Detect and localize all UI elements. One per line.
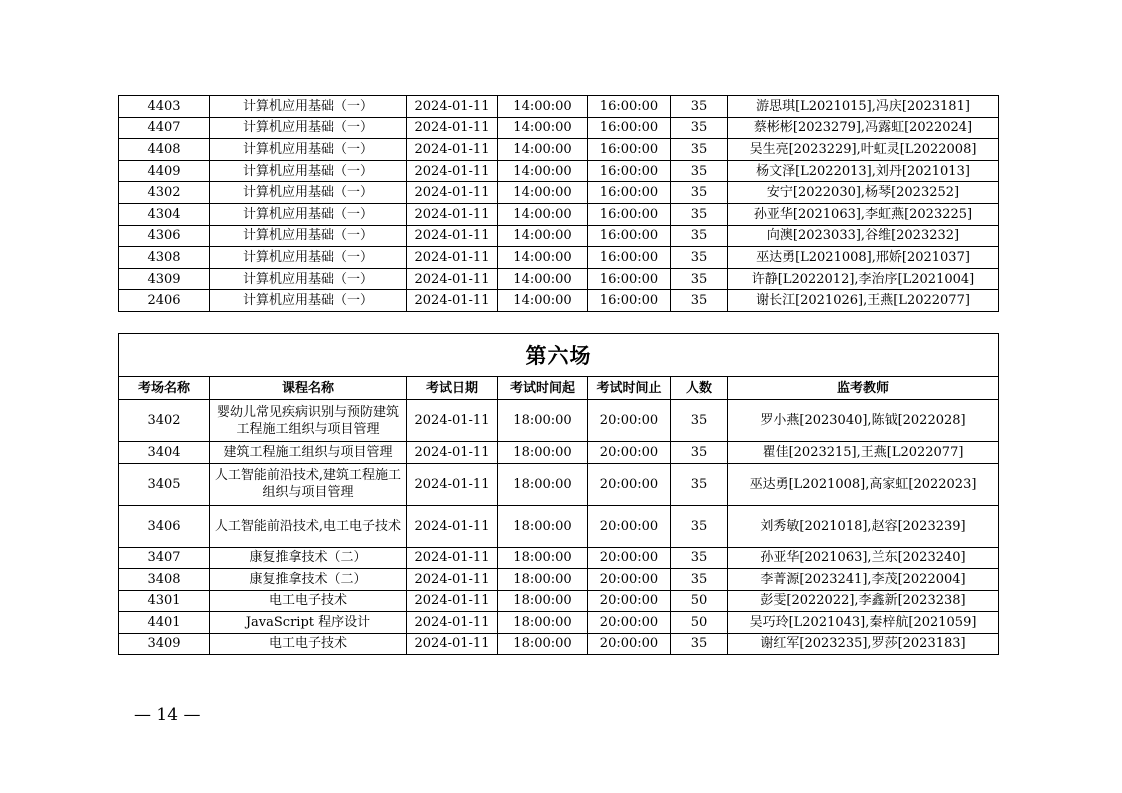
date-cell: 2024-01-11: [407, 117, 498, 139]
count-cell: 35: [671, 96, 728, 118]
date-cell: 2024-01-11: [407, 268, 498, 290]
proctor-cell: 吴巧玲[L2021043],秦梓航[2021059]: [728, 612, 999, 634]
table-row: [119, 633, 999, 655]
course-cell: 建筑工程施工组织与项目管理: [210, 442, 407, 464]
proctor-cell: 刘秀敏[2021018],赵容[2023239]: [728, 505, 999, 547]
end-time-cell: 20:00:00: [588, 463, 671, 505]
start-time-cell: 18:00:00: [498, 505, 588, 547]
header-room: 考场名称: [119, 377, 210, 400]
count-cell: 35: [671, 442, 728, 464]
start-time-cell: 18:00:00: [498, 463, 588, 505]
count-cell: 35: [671, 547, 728, 569]
start-time-cell: 18:00:00: [498, 547, 588, 569]
date-cell: 2024-01-11: [407, 225, 498, 247]
end-time-cell: 16:00:00: [588, 225, 671, 247]
table-row: [119, 247, 999, 269]
start-time-cell: 14:00:00: [498, 290, 588, 312]
proctor-cell: 罗小燕[2023040],陈钺[2022028]: [728, 400, 999, 442]
proctor-cell: 谢红军[2023235],罗莎[2023183]: [728, 633, 999, 655]
start-time-cell: 18:00:00: [498, 590, 588, 612]
proctor-cell: 李菁源[2023241],李茂[2022004]: [728, 569, 999, 591]
room-cell: 3404: [119, 442, 210, 464]
table-row: [119, 203, 999, 225]
end-time-cell: 20:00:00: [588, 569, 671, 591]
course-cell: 计算机应用基础（一）: [210, 160, 407, 182]
course-cell: 计算机应用基础（一）: [210, 268, 407, 290]
header-end-time: 考试时间止: [588, 377, 671, 400]
table-row: [119, 442, 999, 464]
course-cell: 电工电子技术: [210, 590, 407, 612]
date-cell: 2024-01-11: [407, 547, 498, 569]
proctor-cell: 谢长江[2021026],王燕[L2022077]: [728, 290, 999, 312]
date-cell: 2024-01-11: [407, 160, 498, 182]
course-cell: 计算机应用基础（一）: [210, 225, 407, 247]
date-cell: 2024-01-11: [407, 139, 498, 161]
end-time-cell: 16:00:00: [588, 203, 671, 225]
course-cell: 康复推拿技术（二）: [210, 547, 407, 569]
end-time-cell: 20:00:00: [588, 633, 671, 655]
table-row: [119, 182, 999, 204]
date-cell: 2024-01-11: [407, 463, 498, 505]
proctor-cell: 向澳[2023033],谷维[2023232]: [728, 225, 999, 247]
room-cell: 4302: [119, 182, 210, 204]
count-cell: 35: [671, 268, 728, 290]
session-title: 第六场: [119, 334, 999, 377]
proctor-cell: 彭雯[2022022],李鑫新[2023238]: [728, 590, 999, 612]
end-time-cell: 20:00:00: [588, 547, 671, 569]
count-cell: 35: [671, 505, 728, 547]
proctor-cell: 巫达勇[L2021008],高家虹[2022023]: [728, 463, 999, 505]
date-cell: 2024-01-11: [407, 247, 498, 269]
start-time-cell: 18:00:00: [498, 612, 588, 634]
room-cell: 4301: [119, 590, 210, 612]
room-cell: 4401: [119, 612, 210, 634]
start-time-cell: 14:00:00: [498, 96, 588, 118]
proctor-cell: 巫达勇[L2021008],邢娇[2021037]: [728, 247, 999, 269]
end-time-cell: 20:00:00: [588, 505, 671, 547]
session5-table: [118, 95, 999, 312]
start-time-cell: 14:00:00: [498, 268, 588, 290]
proctor-cell: 孙亚华[2021063],兰东[2023240]: [728, 547, 999, 569]
proctor-cell: 游思琪[L2021015],冯庆[2023181]: [728, 96, 999, 118]
table-row: [119, 268, 999, 290]
room-cell: 3405: [119, 463, 210, 505]
count-cell: 35: [671, 117, 728, 139]
start-time-cell: 14:00:00: [498, 247, 588, 269]
end-time-cell: 16:00:00: [588, 182, 671, 204]
end-time-cell: 20:00:00: [588, 400, 671, 442]
end-time-cell: 16:00:00: [588, 117, 671, 139]
table-row: [119, 139, 999, 161]
room-cell: 4306: [119, 225, 210, 247]
proctor-cell: 瞿佳[2023215],王燕[L2022077]: [728, 442, 999, 464]
count-cell: 35: [671, 569, 728, 591]
proctor-cell: 杨文泽[L2022013],刘丹[2021013]: [728, 160, 999, 182]
room-cell: 4409: [119, 160, 210, 182]
count-cell: 35: [671, 400, 728, 442]
table-row: [119, 117, 999, 139]
count-cell: 35: [671, 247, 728, 269]
course-cell: 人工智能前沿技术,建筑工程施工组织与项目管理: [210, 463, 407, 505]
room-cell: 2406: [119, 290, 210, 312]
start-time-cell: 14:00:00: [498, 203, 588, 225]
table-row: [119, 400, 999, 442]
course-cell: 计算机应用基础（一）: [210, 182, 407, 204]
table-row: [119, 505, 999, 547]
proctor-cell: 吴生亮[2023229],叶虹灵[L2022008]: [728, 139, 999, 161]
course-cell: 计算机应用基础（一）: [210, 247, 407, 269]
table-row: [119, 569, 999, 591]
room-cell: 4408: [119, 139, 210, 161]
room-cell: 4308: [119, 247, 210, 269]
room-cell: 4407: [119, 117, 210, 139]
table-row: [119, 590, 999, 612]
date-cell: 2024-01-11: [407, 203, 498, 225]
header-proctors: 监考教师: [728, 377, 999, 400]
count-cell: 35: [671, 225, 728, 247]
end-time-cell: 20:00:00: [588, 590, 671, 612]
date-cell: 2024-01-11: [407, 400, 498, 442]
course-cell: JavaScript 程序设计: [210, 612, 407, 634]
course-cell: 计算机应用基础（一）: [210, 117, 407, 139]
proctor-cell: 蔡彬彬[2023279],冯露虹[2022024]: [728, 117, 999, 139]
date-cell: 2024-01-11: [407, 590, 498, 612]
date-cell: 2024-01-11: [407, 505, 498, 547]
header-course: 课程名称: [210, 377, 407, 400]
table-row: [119, 547, 999, 569]
end-time-cell: 20:00:00: [588, 442, 671, 464]
room-cell: 3407: [119, 547, 210, 569]
page-number: — 14 —: [134, 705, 201, 725]
start-time-cell: 14:00:00: [498, 160, 588, 182]
end-time-cell: 16:00:00: [588, 96, 671, 118]
end-time-cell: 16:00:00: [588, 160, 671, 182]
course-cell: 计算机应用基础（一）: [210, 96, 407, 118]
count-cell: 35: [671, 182, 728, 204]
count-cell: 50: [671, 590, 728, 612]
end-time-cell: 16:00:00: [588, 139, 671, 161]
start-time-cell: 14:00:00: [498, 117, 588, 139]
course-cell: 婴幼儿常见疾病识别与预防建筑工程施工组织与项目管理: [210, 400, 407, 442]
header-date: 考试日期: [407, 377, 498, 400]
table-row: [119, 463, 999, 505]
count-cell: 35: [671, 160, 728, 182]
count-cell: 35: [671, 203, 728, 225]
end-time-cell: 20:00:00: [588, 612, 671, 634]
count-cell: 35: [671, 139, 728, 161]
room-cell: 3408: [119, 569, 210, 591]
date-cell: 2024-01-11: [407, 633, 498, 655]
end-time-cell: 16:00:00: [588, 290, 671, 312]
room-cell: 3406: [119, 505, 210, 547]
start-time-cell: 14:00:00: [498, 182, 588, 204]
table-row: [119, 290, 999, 312]
table-row: [119, 612, 999, 634]
proctor-cell: 孙亚华[2021063],李虹燕[2023225]: [728, 203, 999, 225]
date-cell: 2024-01-11: [407, 96, 498, 118]
date-cell: 2024-01-11: [407, 290, 498, 312]
start-time-cell: 18:00:00: [498, 633, 588, 655]
start-time-cell: 18:00:00: [498, 569, 588, 591]
table-row: [119, 96, 999, 118]
room-cell: 3409: [119, 633, 210, 655]
course-cell: 电工电子技术: [210, 633, 407, 655]
count-cell: 35: [671, 463, 728, 505]
end-time-cell: 16:00:00: [588, 268, 671, 290]
date-cell: 2024-01-11: [407, 569, 498, 591]
end-time-cell: 16:00:00: [588, 247, 671, 269]
start-time-cell: 14:00:00: [498, 225, 588, 247]
course-cell: 计算机应用基础（一）: [210, 203, 407, 225]
course-cell: 计算机应用基础（一）: [210, 139, 407, 161]
table-row: [119, 225, 999, 247]
room-cell: 4304: [119, 203, 210, 225]
header-count: 人数: [671, 377, 728, 400]
count-cell: 35: [671, 290, 728, 312]
header-start-time: 考试时间起: [498, 377, 588, 400]
date-cell: 2024-01-11: [407, 442, 498, 464]
session6-table: [118, 333, 999, 655]
count-cell: 35: [671, 633, 728, 655]
date-cell: 2024-01-11: [407, 612, 498, 634]
room-cell: 3402: [119, 400, 210, 442]
course-cell: 计算机应用基础（一）: [210, 290, 407, 312]
start-time-cell: 18:00:00: [498, 400, 588, 442]
room-cell: 4309: [119, 268, 210, 290]
count-cell: 50: [671, 612, 728, 634]
table-row: [119, 160, 999, 182]
course-cell: 人工智能前沿技术,电工电子技术: [210, 505, 407, 547]
start-time-cell: 18:00:00: [498, 442, 588, 464]
proctor-cell: 许静[L2022012],李治序[L2021004]: [728, 268, 999, 290]
date-cell: 2024-01-11: [407, 182, 498, 204]
proctor-cell: 安宁[2022030],杨琴[2023252]: [728, 182, 999, 204]
room-cell: 4403: [119, 96, 210, 118]
start-time-cell: 14:00:00: [498, 139, 588, 161]
course-cell: 康复推拿技术（二）: [210, 569, 407, 591]
